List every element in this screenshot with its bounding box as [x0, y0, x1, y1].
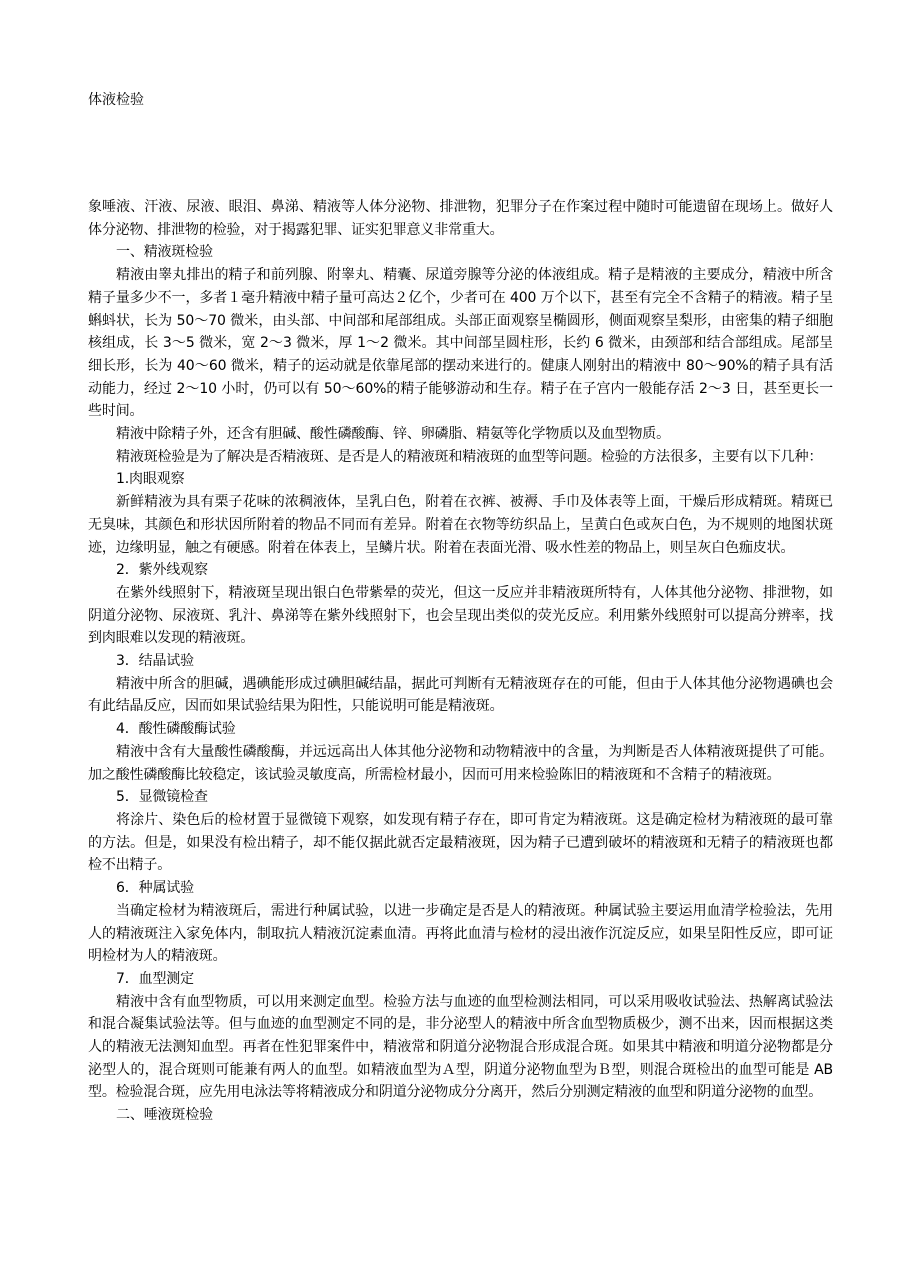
body-paragraph: 精液斑检验是为了解决是否精液斑、是否是人的精液斑和精液斑的血型等问题。检验的方法很多，主要有以下几种： [116, 448, 823, 465]
subsection-heading: 2．紫外线观察 [116, 562, 208, 579]
body-paragraph: 精液中除精子外，还含有胆碱、酸性磷酸酶、锌、卵磷脂、精氨等化学物质以及血型物质。 [116, 426, 670, 443]
body-paragraph: 新鲜精液为具有栗子花味的浓稠液体，呈乳白色，附着在衣裤、被褥、手巾及体表等上面，干燥后形成精斑。精斑已无臭味，其颜色和形状因所附着的物品不同而有差异。附着在衣物等纺织品上，呈黄白色或灰白色，为不规则的地图状斑迹，边缘明显，触之有硬感。附着在体表上，呈鳞片状。附着在表面光滑、吸水性差的物品上，则呈灰白色痂皮状。 [88, 494, 833, 556]
body-paragraph: 精液由睾丸排出的精子和前列腺、附睾丸、精囊、尿道旁腺等分泌的体液组成。精子是精液的主要成分，精液中所含精子量多少不一，多者１毫升精液中精子量可高达２亿个，少者可在 400 万个以下，甚至有完全不含精子的精液。精子呈蝌蚪状，长为 50～70 微米，由头部、中间部和尾部组成。头部正面观察呈椭圆形，侧面观察呈梨形，由密集的精子细胞核组成，长 3～5 微米，宽 2～3 微米，厚 1～2 微米。其中间部呈圆柱形，长约 6 微米，由颈部和结合部组成。尾部呈细长形，长为 40～60 微米，精子的运动就是依靠尾部的摆动来进行的。健康人刚射出的精液中 80～90%的精子具有活动能力，经过 2～10 小时，仍可以有 50～60%的精子能够游动和生存。精子在子宫内一般能存活 2～3 日，甚至更长一些时间。 [88, 267, 833, 420]
body-paragraph: 当确定检材为精液斑后，需进行种属试验，以进一步确定是否是人的精液斑。种属试验主要运用血清学检验法，先用人的精液斑注入家免体内，制取抗人精液沉淀素血清。再将此血清与检材的浸出液作沉淀反应，如果呈阳性反应，即可证明检材为人的精液斑。 [88, 902, 833, 965]
section-heading: 一、精液斑检验 [116, 244, 213, 261]
subsection-heading: 4．酸性磷酸酶试验 [116, 721, 236, 738]
subsection-heading: 1.肉眼观察 [116, 471, 185, 488]
subsection-heading: 6．种属试验 [116, 880, 195, 897]
body-paragraph: 精液中所含的胆碱，遇碘能形成过碘胆碱结晶，据此可判断有无精液斑存在的可能，但由于人体其他分泌物遇碘也会有此结晶反应，因而如果试验结果为阳性，只能说明可能是精液斑。 [88, 675, 833, 715]
body-paragraph: 精液中含有大量酸性磷酸酶，并远远高出人体其他分泌物和动物精液中的含量，为判断是否人体精液斑提供了可能。加之酸性磷酸酶比较稳定，该试验灵敏度高，所需检材最小，因而可用来检验陈旧的精液斑和不含精子的精液斑。 [88, 743, 833, 783]
subsection-heading: 5．显微镜检查 [116, 789, 208, 806]
body-paragraph: 在紫外线照射下，精液斑呈现出银白色带紫晕的荧光，但这一反应并非精液斑所特有，人体其他分泌物、排泄物，如阴道分泌物、尿液斑、乳汁、鼻涕等在紫外线照射下，也会呈现出类似的荧光反应。利用紫外线照射可以提高分辨率，找到肉眼难以发现的精液斑。 [88, 584, 833, 647]
body-paragraph: 精液中含有血型物质，可以用来测定血型。检验方法与血迹的血型检测法相同，可以采用吸收试验法、热解离试验法和混合凝集试验法等。但与血迹的血型测定不同的是，非分泌型人的精液中所含血型物质极少，测不出来，因而根据这类人的精液无法测知血型。再者在性犯罪案件中，精液常和阴道分泌物混合形成混合斑。如果其中精液和明道分泌物都是分泌型人的，混合斑则可能兼有两人的血型。如精液血型为Ａ型，阴道分泌物血型为Ｂ型，则混合斑检出的血型可能是 AB 型。检验混合斑，应先用电泳法等将精液成分和阴道分泌物成分分离开，然后分别测定精液的血型和阴道分泌物的血型。 [88, 993, 833, 1101]
subsection-heading: 3．结晶试验 [116, 653, 195, 670]
body-paragraph: 将涂片、染色后的检材置于显微镜下观察，如发现有精子存在，即可肯定为精液斑。这是确定检材为精液斑的最可靠的方法。但是，如果没有检出精子，却不能仅据此就否定最精液斑，因为精子已遭到破坏的精液斑和无精子的精液斑也都检不出精子。 [88, 811, 833, 874]
section-heading: 二、唾液斑检验 [116, 1107, 213, 1124]
document-body [88, 196, 833, 1127]
document-title: 体液检验 [88, 92, 144, 108]
subsection-heading: 7．血型测定 [116, 970, 195, 987]
intro-paragraph: 象唾液、汗液、尿液、眼泪、鼻涕、精液等人体分泌物、排泄物，犯罪分子在作案过程中随时可能遗留在现场上。做好人体分泌物、排泄物的检验，对于揭露犯罪、证实犯罪意义非常重大。 [88, 199, 833, 238]
